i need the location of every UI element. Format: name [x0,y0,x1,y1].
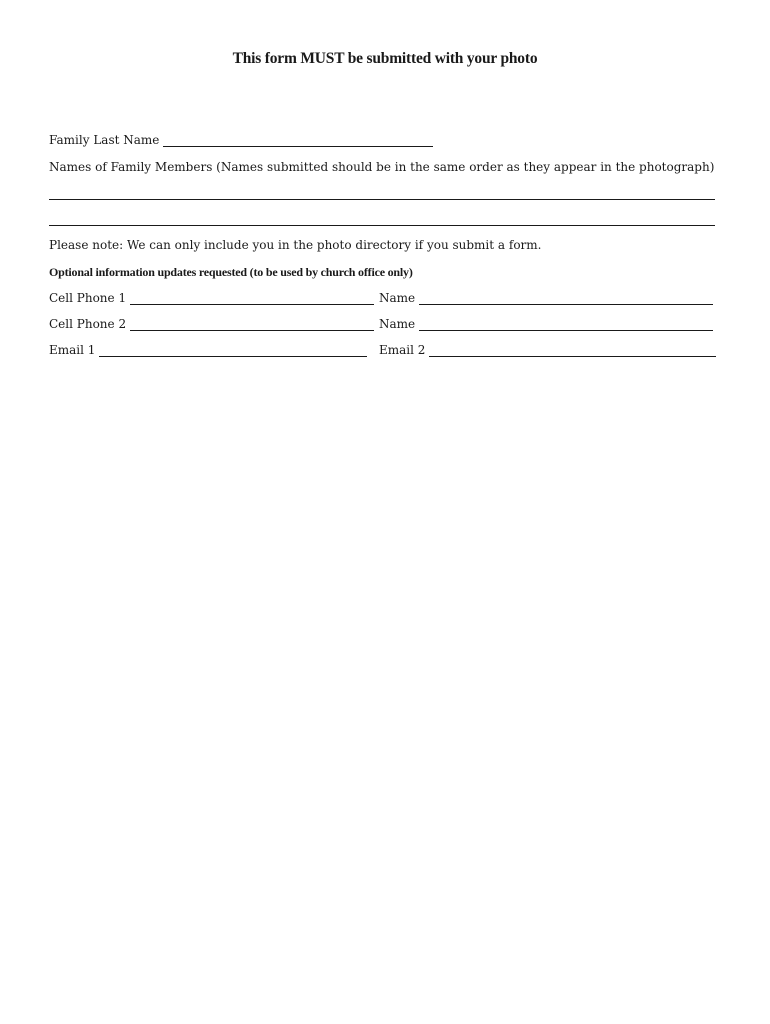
family-last-name-field[interactable] [163,136,433,147]
email-2-field[interactable] [429,346,716,357]
email-2-label: Email 2 [379,343,426,357]
email-1-field[interactable] [99,346,367,357]
family-members-label: Names of Family Members (Names submitted should be in the same order as they appear in the photograph) [49,160,715,174]
family-members-field-2[interactable] [49,225,715,226]
email-2-row [379,343,716,357]
please-note-row [49,238,541,252]
name-1-row [379,291,713,305]
cell-phone-1-field[interactable] [130,294,374,305]
please-note-text: Please note: We can only include you in the photo directory if you submit a form. [49,238,542,252]
name-1-label: Name [379,291,416,305]
name-2-field[interactable] [419,320,713,331]
cell-phone-1-row [49,291,374,305]
name-2-row [379,317,713,331]
email-1-row [49,343,367,357]
cell-phone-2-field[interactable] [130,320,374,331]
family-members-row [49,160,714,174]
cell-phone-1-label: Cell Phone 1 [49,291,127,305]
name-1-field[interactable] [419,294,713,305]
name-2-label: Name [379,317,416,331]
optional-info-heading: Optional information updates requested (to be used by church office only) [49,265,413,279]
family-members-field-1[interactable] [49,199,715,200]
cell-phone-2-label: Cell Phone 2 [49,317,127,331]
family-last-name-row [49,133,433,147]
family-last-name-label: Family Last Name [49,133,160,147]
form-title: This form MUST be submitted with your photo [232,50,538,67]
email-1-label: Email 1 [49,343,96,357]
cell-phone-2-row [49,317,374,331]
